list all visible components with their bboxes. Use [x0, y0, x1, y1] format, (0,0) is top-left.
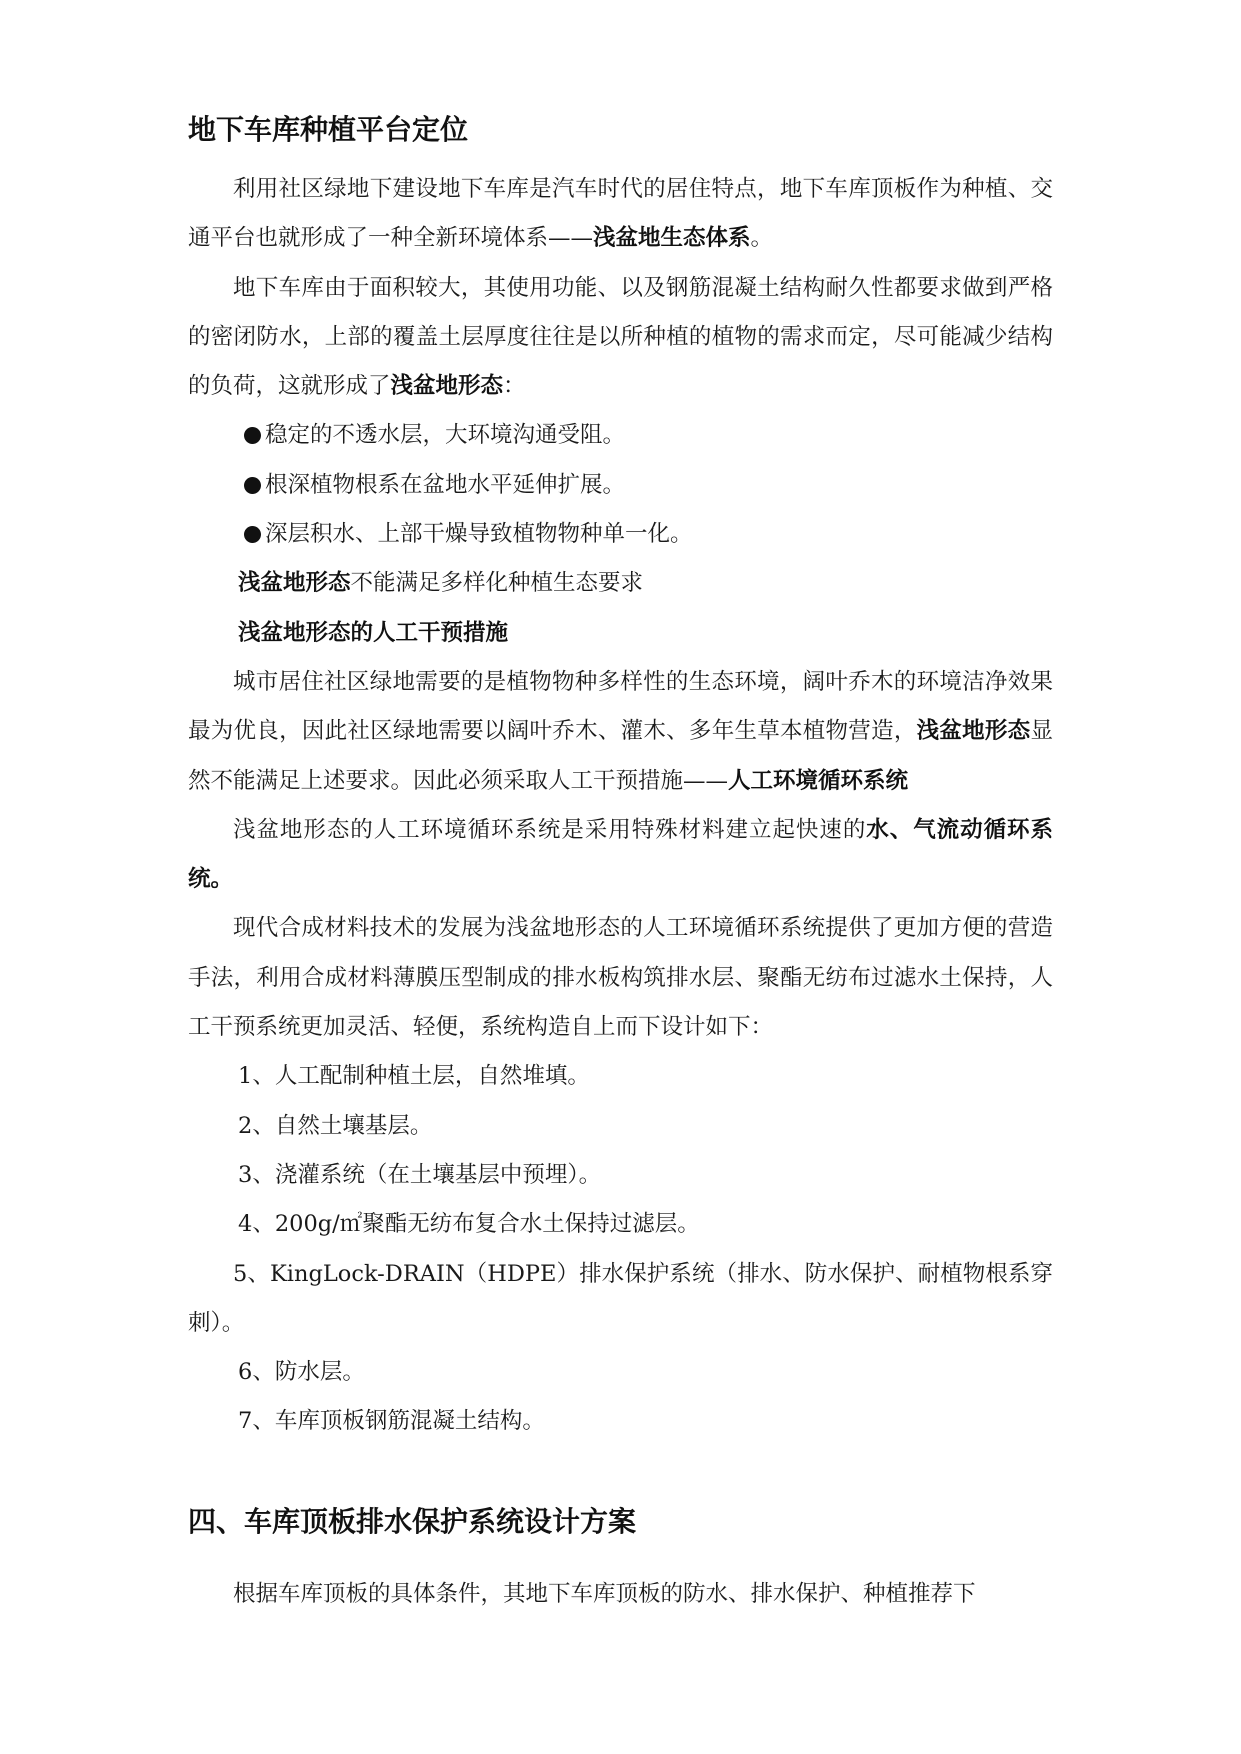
layer-item: 5、KingLock-DRAIN（HDPE）排水保护系统（排水、防水保护、耐植物根系穿刺）。	[188, 1260, 1053, 1336]
paragraph: 根据车库顶板的具体条件，其地下车库顶板的防水、排水保护、种植推荐下	[233, 1581, 976, 1607]
bullet-item	[188, 510, 1053, 559]
layer-item: 3、浇灌系统（在土壤基层中预埋）。	[238, 1161, 602, 1188]
bullet-icon	[244, 526, 261, 543]
paragraph	[188, 806, 1053, 905]
text-run: 。	[750, 225, 774, 252]
layer-item: 6、防水层。	[238, 1359, 365, 1386]
bullet-text: 根深植物根系在盆地水平延伸扩展。	[265, 471, 626, 498]
bold-term: 浅盆地生态体系	[593, 225, 751, 252]
text-run: 显然不能满足上述要求。因此必须采取人工干预措施——	[188, 718, 1053, 794]
subheading	[188, 609, 1053, 658]
bold-term: 浅盆地形态	[238, 570, 351, 597]
bold-term: 水、气流动循环系统。	[188, 816, 1053, 893]
bullet-icon	[244, 477, 261, 494]
bold-term: 浅盆地形态	[916, 718, 1031, 745]
bold-term: 浅盆地形态	[390, 373, 504, 400]
text-run: 利用社区绿地下建设地下车库是汽车时代的居住特点，地下车库顶板作为种植、交通平台也就形成了一种全新环境体系——	[188, 176, 1053, 252]
paragraph	[188, 264, 1053, 412]
bullet-item	[188, 411, 1053, 460]
layer-item: 2、自然土壤基层。	[238, 1112, 433, 1139]
text-run: ：	[503, 373, 526, 400]
bold-term: 人工环境循环系统	[728, 767, 909, 794]
text-run: 地下车库由于面积较大，其使用功能、以及钢筋混凝土结构耐久性都要求做到严格的密闭防水，上部的覆盖土层厚度往往是以所种植的植物的需求而定，尽可能减少结构的负荷，这就形成了	[188, 274, 1053, 400]
paragraph	[188, 165, 1053, 264]
text-run: 不能满足多样化种植生态要求	[350, 570, 644, 597]
layer-item: 1、人工配制种植土层，自然堆填。	[238, 1063, 590, 1090]
layer-item: 7、车库顶板钢筋混凝土结构。	[238, 1408, 545, 1435]
text-run: 浅盆地形态的人工环境循环系统是采用特殊材料建立起快速的	[233, 816, 867, 843]
section-heading: 地下车库种植平台定位	[188, 113, 469, 146]
bullet-text: 稳定的不透水层，大环境沟通受阻。	[265, 422, 626, 449]
bullet-text: 深层积水、上部干燥导致植物物种单一化。	[265, 521, 693, 548]
paragraph: 现代合成材料技术的发展为浅盆地形态的人工环境循环系统提供了更加方便的营造手法，利用合成材料薄膜压型制成的排水板构筑排水层、聚酯无纺布过滤水土保持，人工干预系统更加灵活、轻便，系统构造自上而下设计如下：	[188, 915, 1053, 1041]
paragraph	[188, 658, 1053, 806]
subheading-text: 浅盆地形态的人工干预措施	[238, 619, 509, 646]
paragraph	[188, 559, 1053, 608]
section-heading: 四、车库顶板排水保护系统设计方案	[188, 1505, 637, 1538]
bullet-item	[188, 461, 1053, 510]
layer-item: 4、200g/㎡聚酯无纺布复合水土保持过滤层。	[238, 1211, 700, 1238]
text-run: 城市居住社区绿地需要的是植物物种多样性的生态环境，阔叶乔木的环境洁净效果最为优良，因此社区绿地需要以阔叶乔木、灌木、多年生草本植物营造，	[188, 668, 1053, 745]
